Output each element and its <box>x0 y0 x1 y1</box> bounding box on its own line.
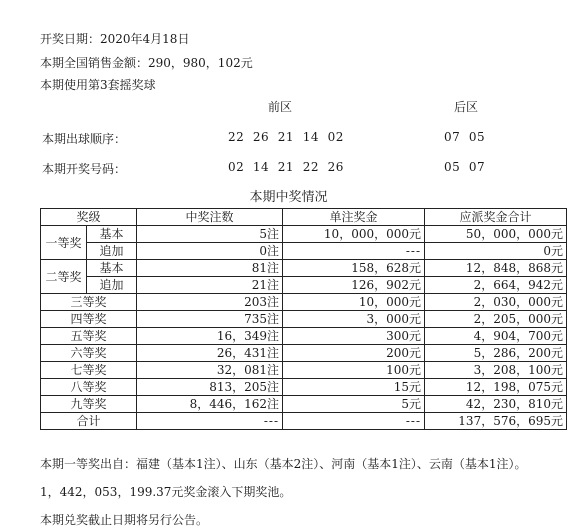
count-cell: 0注 <box>137 243 283 260</box>
level-cell: 一等奖 <box>41 226 87 260</box>
table-row <box>41 345 567 362</box>
total-cell: 4，904，700元 <box>425 328 567 345</box>
header-unit-prize: 单注奖金 <box>283 209 425 226</box>
unit-prize-cell: 10，000，000元 <box>283 226 425 243</box>
table-row <box>41 277 567 294</box>
count-cell: 32，081注 <box>137 362 283 379</box>
section-title: 本期中奖情况 <box>249 190 328 205</box>
level-cell: 合计 <box>41 413 137 430</box>
winning-numbers-front: 02 14 21 22 26 <box>228 160 344 174</box>
unit-prize-cell: --- <box>283 243 425 260</box>
unit-prize-cell: --- <box>283 413 425 430</box>
table-total-row <box>41 413 567 430</box>
total-cell: 50，000，000元 <box>425 226 567 243</box>
count-cell: 26，431注 <box>137 345 283 362</box>
total-cell: 2，664，942元 <box>425 277 567 294</box>
table-row <box>41 328 567 345</box>
total-cell: 137，576，695元 <box>425 413 567 430</box>
table-row <box>41 362 567 379</box>
draw-order-back: 07 05 <box>444 130 486 144</box>
count-cell: 813，205注 <box>137 379 283 396</box>
unit-prize-cell: 15元 <box>283 379 425 396</box>
level-cell: 四等奖 <box>41 311 137 328</box>
count-cell: 21注 <box>137 277 283 294</box>
table-row <box>41 243 567 260</box>
level-cell: 五等奖 <box>41 328 137 345</box>
table-row <box>41 294 567 311</box>
unit-prize-cell: 158，628元 <box>283 260 425 277</box>
header-count: 中奖注数 <box>137 209 283 226</box>
header-total: 应派奖金合计 <box>425 209 567 226</box>
count-cell: 16，349注 <box>137 328 283 345</box>
total-cell: 12，848，868元 <box>425 260 567 277</box>
unit-prize-cell: 10，000元 <box>283 294 425 311</box>
first-prize-origin: 本期一等奖出自：福建（基本1注）、山东（基本2注）、河南（基本1注）、云南（基本1注）。 <box>40 457 527 471</box>
draw-order-front: 22 26 21 14 02 <box>228 130 344 144</box>
count-cell: 735注 <box>137 311 283 328</box>
sales-amount: 本期全国销售金额：290，980，102元 <box>40 56 253 70</box>
unit-prize-cell: 300元 <box>283 328 425 345</box>
draw-order-label: 本期出球顺序： <box>42 132 127 146</box>
unit-prize-cell: 126，902元 <box>283 277 425 294</box>
ball-set-info: 本期使用第3套摇奖球 <box>40 78 156 92</box>
table-row <box>41 396 567 413</box>
sub-level-cell: 追加 <box>87 277 137 294</box>
level-cell: 二等奖 <box>41 260 87 294</box>
unit-prize-cell: 200元 <box>283 345 425 362</box>
front-zone-header: 前区 <box>268 100 293 114</box>
table-row <box>41 260 567 277</box>
total-cell: 0元 <box>425 243 567 260</box>
total-cell: 2，030，000元 <box>425 294 567 311</box>
winning-numbers-back: 05 07 <box>444 160 486 174</box>
back-zone-header: 后区 <box>454 100 479 114</box>
table-row <box>41 311 567 328</box>
level-cell: 三等奖 <box>41 294 137 311</box>
prize-table <box>40 208 567 430</box>
unit-prize-cell: 5元 <box>283 396 425 413</box>
level-cell: 七等奖 <box>41 362 137 379</box>
claim-deadline: 本期兑奖截止日期将另行公告。 <box>40 513 209 527</box>
sub-level-cell: 基本 <box>87 226 137 243</box>
table-row <box>41 226 567 243</box>
unit-prize-cell: 3，000元 <box>283 311 425 328</box>
pool-rollover: 1，442，053，199.37元奖金滚入下期奖池。 <box>40 485 292 499</box>
winning-numbers-label: 本期开奖号码： <box>42 162 127 176</box>
total-cell: 42，230，810元 <box>425 396 567 413</box>
total-cell: 3，208，100元 <box>425 362 567 379</box>
unit-prize-cell: 100元 <box>283 362 425 379</box>
sub-level-cell: 追加 <box>87 243 137 260</box>
level-cell: 六等奖 <box>41 345 137 362</box>
count-cell: 81注 <box>137 260 283 277</box>
total-cell: 2，205，000元 <box>425 311 567 328</box>
level-cell: 九等奖 <box>41 396 137 413</box>
count-cell: 203注 <box>137 294 283 311</box>
total-cell: 12，198，075元 <box>425 379 567 396</box>
table-header-row <box>41 209 567 226</box>
count-cell: 5注 <box>137 226 283 243</box>
draw-date: 开奖日期：2020年4月18日 <box>40 32 190 46</box>
level-cell: 八等奖 <box>41 379 137 396</box>
count-cell: 8，446，162注 <box>137 396 283 413</box>
count-cell: --- <box>137 413 283 430</box>
total-cell: 5，286，200元 <box>425 345 567 362</box>
table-row <box>41 379 567 396</box>
header-level: 奖级 <box>41 209 137 226</box>
sub-level-cell: 基本 <box>87 260 137 277</box>
